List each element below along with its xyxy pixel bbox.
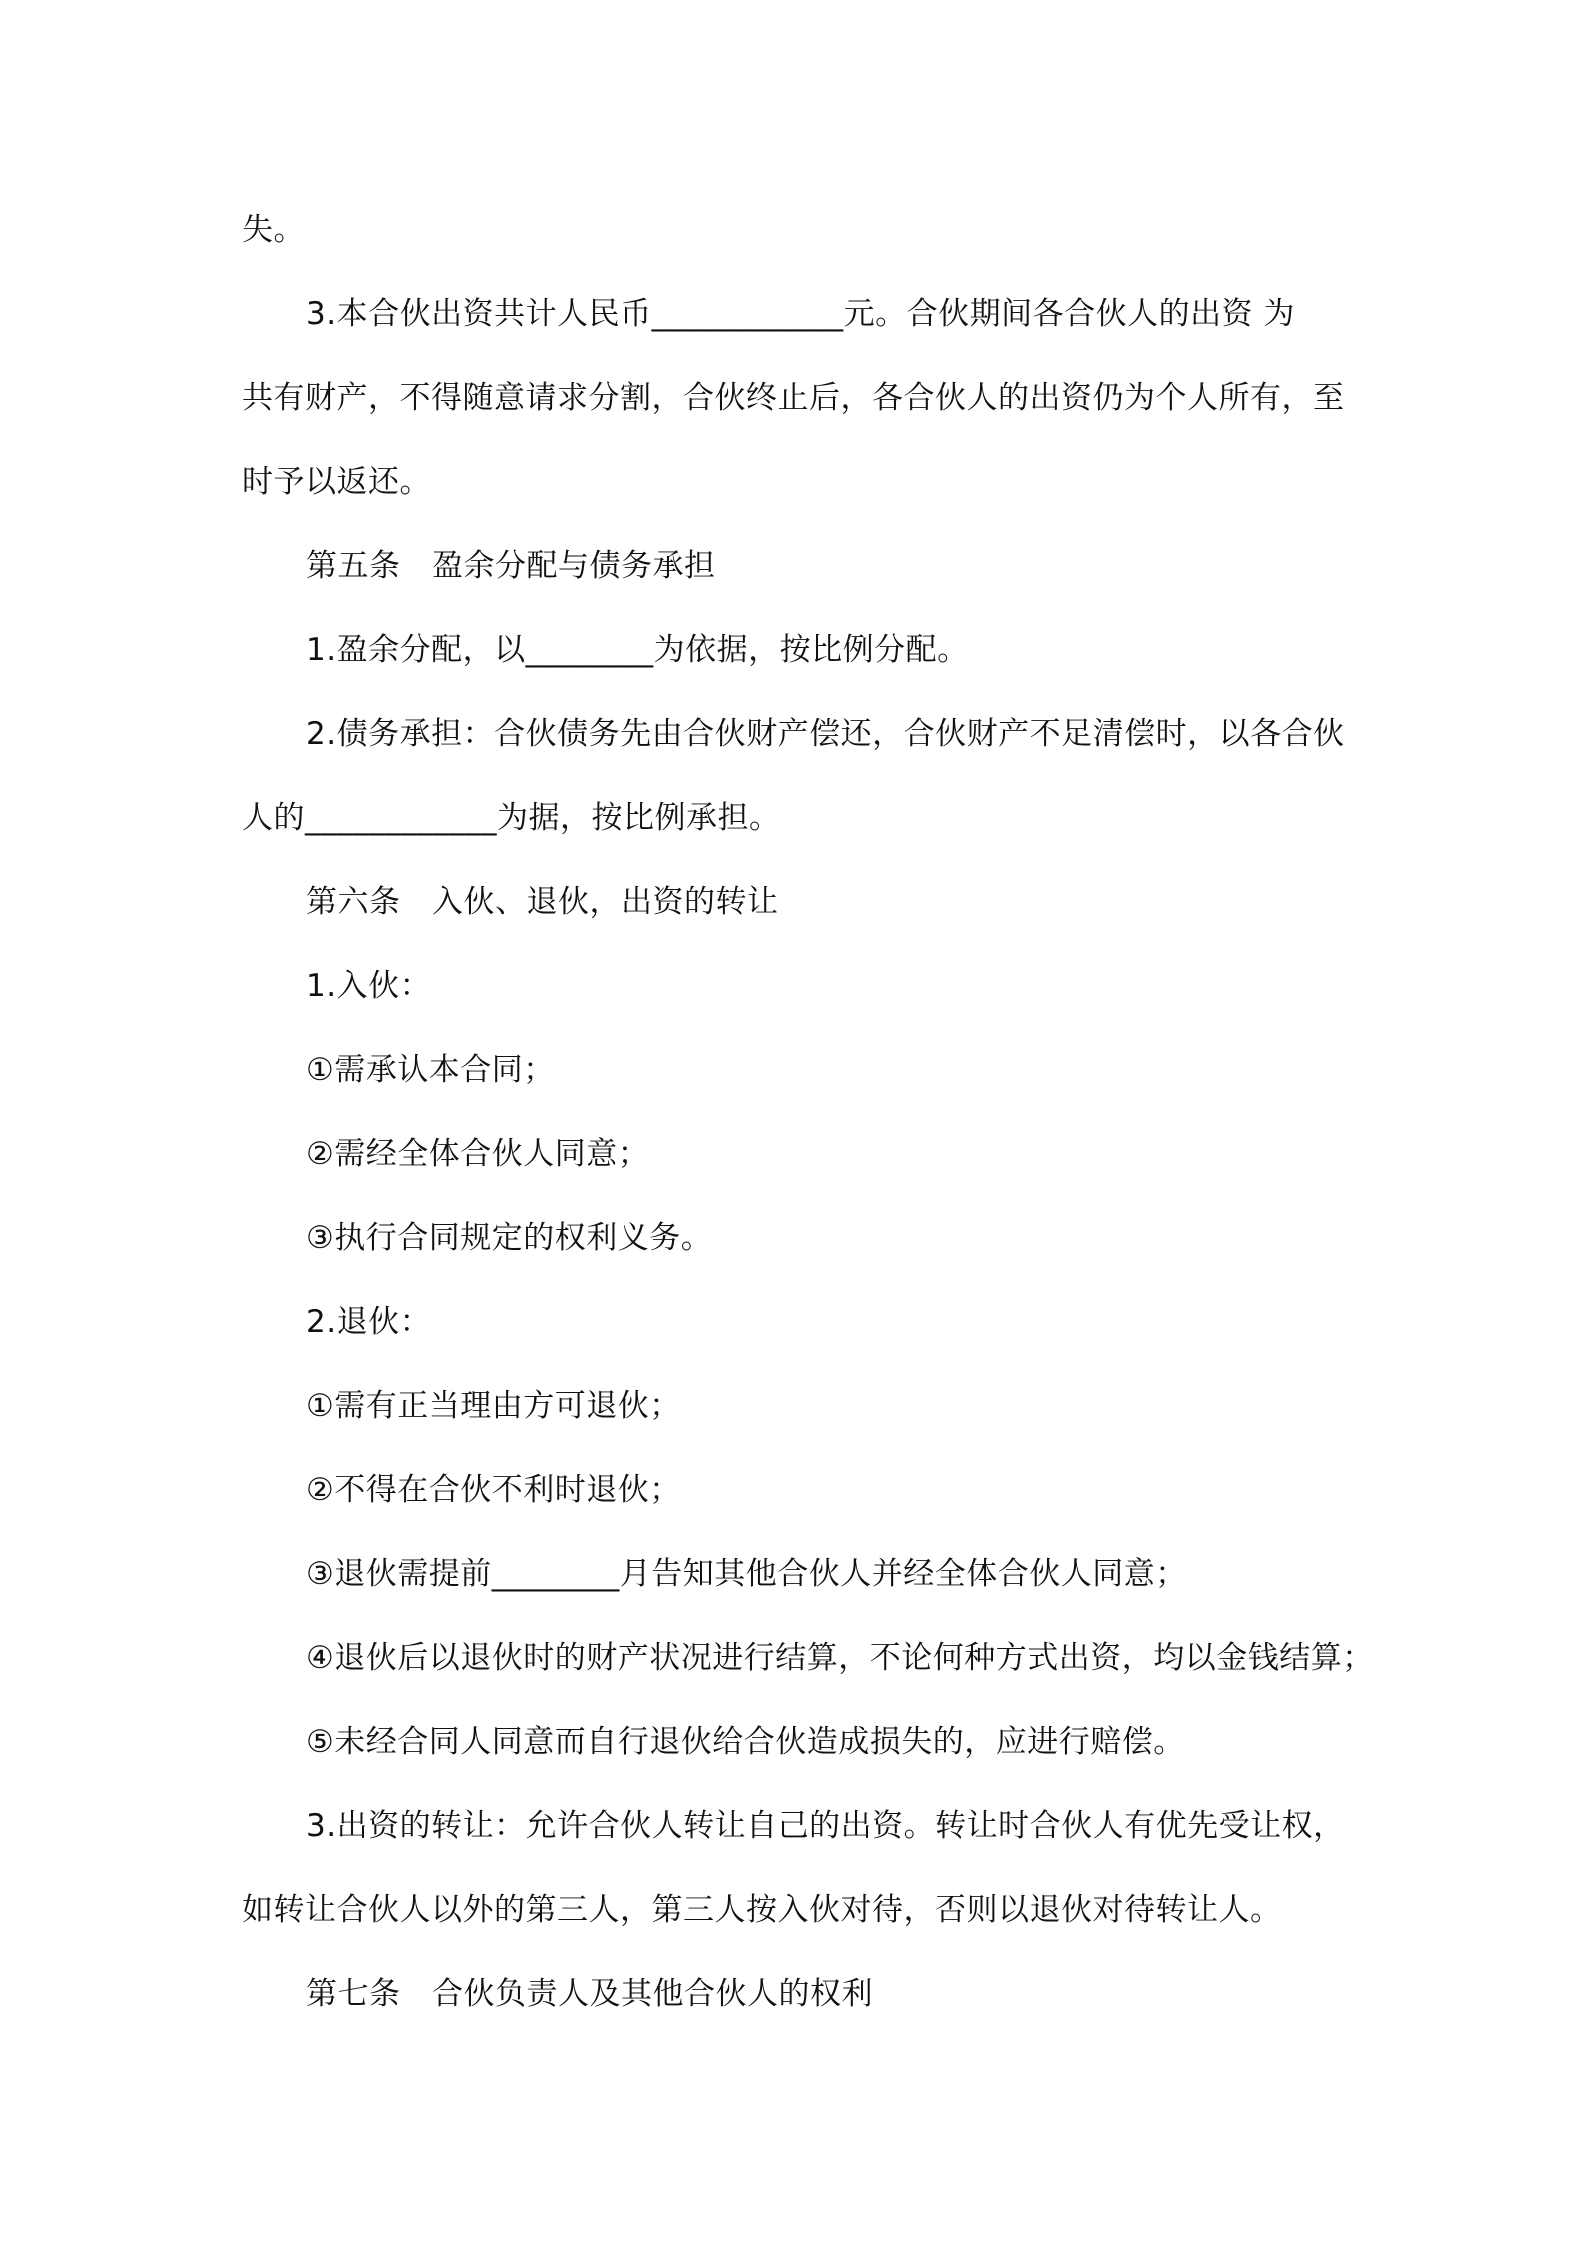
text-line: 人的____________为据，按比例承担。 <box>242 800 781 836</box>
text-line: 如转让合伙人以外的第三人，第三人按入伙对待，否则以退伙对待转让人。 <box>242 1892 1282 1928</box>
text-line: 1.入伙： <box>306 968 432 1004</box>
text-line: 3.出资的转让：允许合伙人转让自己的出资。转让时合伙人有优先受让权， <box>306 1808 1345 1844</box>
list-item: ⑤未经合同人同意而自行退伙给合伙造成损失的，应进行赔偿。 <box>306 1724 1185 1760</box>
list-item: ④退伙后以退伙时的财产状况进行结算，不论何种方式出资，均以金钱结算； <box>306 1640 1374 1676</box>
text-line: 1.盈余分配，以________为依据，按比例分配。 <box>306 632 969 668</box>
section-heading: 第五条 盈余分配与债务承担 <box>306 548 716 584</box>
text-line: 时予以返还。 <box>242 464 431 500</box>
list-item: ①需有正当理由方可退伙； <box>306 1388 681 1424</box>
text-line: 2.退伙： <box>306 1304 432 1340</box>
list-item: ③执行合同规定的权利义务。 <box>306 1220 713 1256</box>
list-item: ②不得在合伙不利时退伙； <box>306 1472 681 1508</box>
text-line: 共有财产，不得随意请求分割，合伙终止后，各合伙人的出资仍为个人所有，至 <box>242 380 1345 416</box>
text-line: 2.债务承担：合伙债务先由合伙财产偿还，合伙财产不足清偿时，以各合伙 <box>306 716 1345 752</box>
section-heading: 第七条 合伙负责人及其他合伙人的权利 <box>306 1976 873 2012</box>
section-heading: 第六条 入伙、退伙，出资的转让 <box>306 884 779 920</box>
text-line: 3.本合伙出资共计人民币____________元。合伙期间各合伙人的出资 为 <box>306 296 1295 332</box>
list-item: ①需承认本合同； <box>306 1052 555 1088</box>
list-item: ②需经全体合伙人同意； <box>306 1136 650 1172</box>
text-line: 失。 <box>242 212 305 248</box>
list-item: ③退伙需提前________月告知其他合伙人并经全体合伙人同意； <box>306 1556 1187 1592</box>
